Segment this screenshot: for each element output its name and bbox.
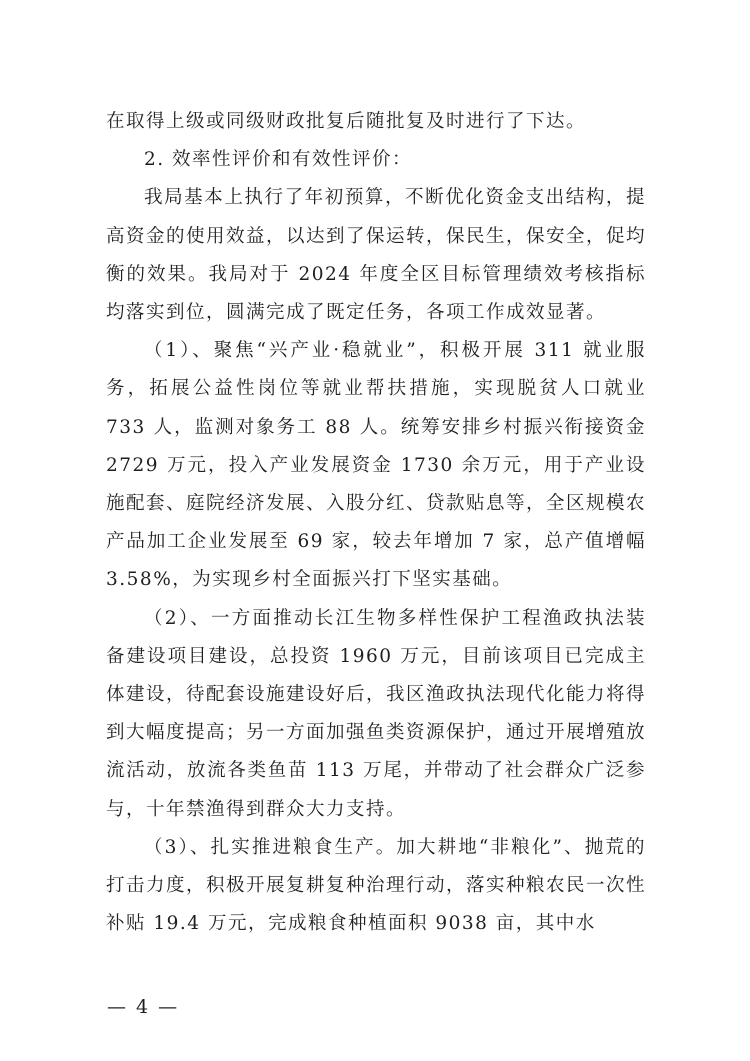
paragraph-item-1-employment: （1）、聚焦“兴产业·稳就业”，积极开展 311 就业服务，拓展公益性岗位等就业帮扶措施，实现脱贫人口就业 733 人，监测对象务工 88 人。统筹安排乡村振兴衔接资金 2729 万元，投入产业发展资金 1730 余万元，用于产业设施配套、庭院经济发展、入股分红、贷款贴息等，全区规模农产品加工企业发展至 69 家，较去年增加 7 家，总产值增幅 3.58%，为实现乡村全面振兴打下坚实基础。 (106, 340, 647, 591)
paragraph-continuation: 在取得上级或同级财政批复后随批复及时进行了下达。 (106, 111, 587, 132)
paragraph-budget-execution: 我局基本上执行了年初预算，不断优化资金支出结构，提高资金的使用效益，以达到了保运转，保民生，保安全，促均衡的效果。我局对于 2024 年度全区目标管理绩效考核指标均落实到位，圆满完成了既定任务，各项工作成效显著。 (106, 187, 647, 324)
page-number: — 4 — (107, 996, 180, 1018)
document-body (106, 103, 646, 943)
paragraph-item-2-fishery: （2）、一方面推动长江生物多样性保护工程渔政执法装备建设项目建设，总投资 1960 万元，目前该项目已完成主体建设，待配套设施建设好后，我区渔政执法现代化能力将得到大幅度提高；另一方面加强鱼类资源保护，通过开展增殖放流活动，放流各类鱼苗 113 万尾，并带动了社会群众广泛参与，十年禁渔得到群众大力支持。 (106, 607, 647, 820)
paragraph-item-3-grain: （3）、扎实推进粮食生产。加大耕地“非粮化”、抛荒的打击力度，积极开展复耕复种治理行动，落实种粮农民一次性补贴 19.4 万元，完成粮食种植面积 9038 亩，其中水 (106, 836, 647, 935)
section-heading-efficiency-evaluation: 2. 效率性评价和有效性评价： (144, 149, 413, 171)
